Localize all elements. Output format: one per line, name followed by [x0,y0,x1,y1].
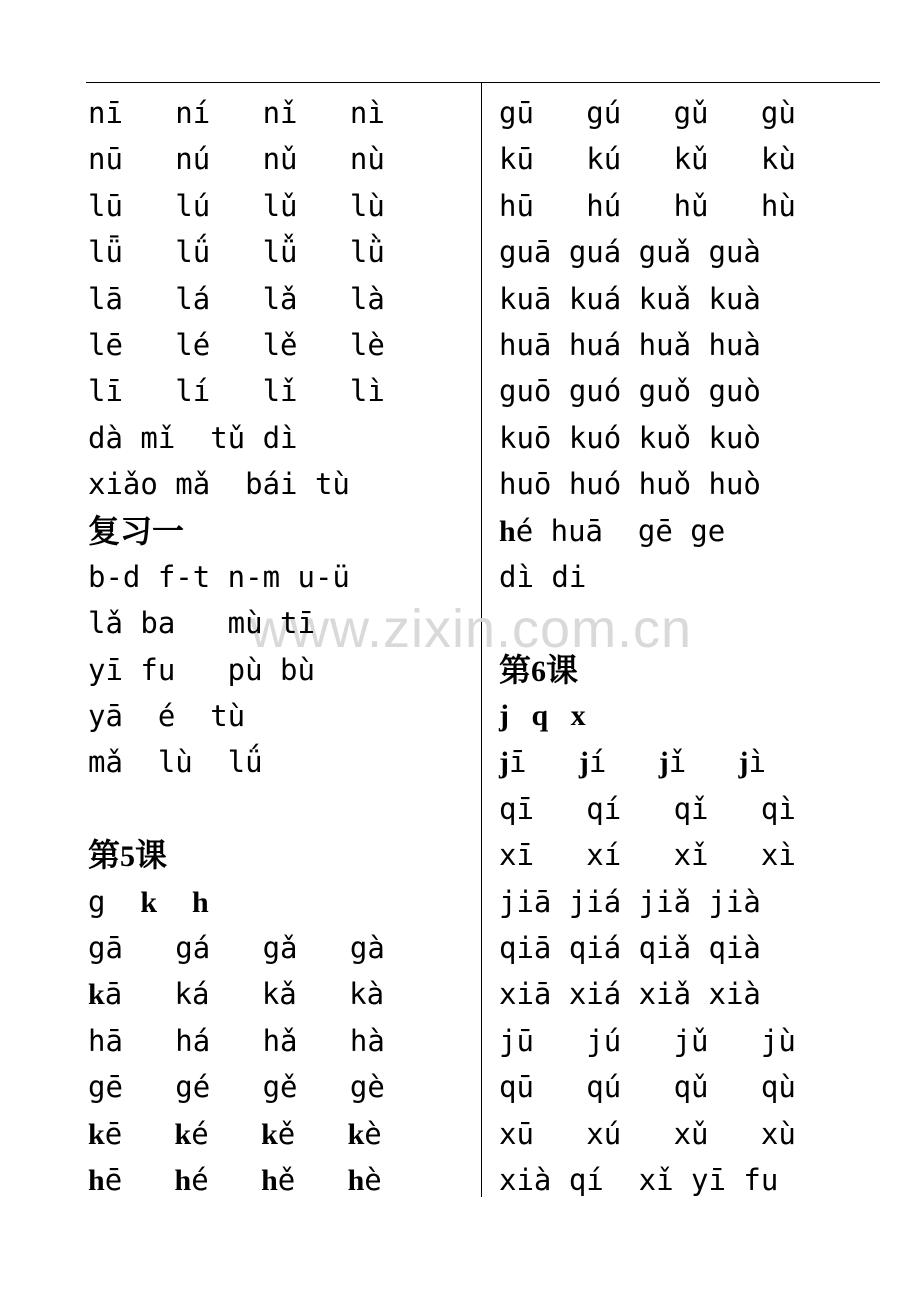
pinyin-rest: ā ká kǎ kà [104,977,385,1012]
lesson-prefix: 第 [499,650,532,689]
pinyin-rest: è [364,1116,382,1151]
bold-initial: h [499,514,516,548]
bold-initial: h [88,1163,105,1197]
pinyin-row: qū qú qǔ qù [499,1070,796,1105]
pinyin-row: yī fu pù bù [88,652,315,687]
pinyin-row: mǎ lù lǘ [88,745,263,780]
watermark: www.zixin.com.cn [250,599,693,659]
pinyin-row [88,1111,385,1157]
pinyin-row: nū nú nǔ nù [88,142,385,177]
review-title: 复习一 [88,511,185,550]
pinyin-rest: ě [277,1116,348,1151]
pinyin-row: jū jú jǔ jù [499,1023,796,1058]
pinyin-row: lī lí lǐ lì [88,374,385,409]
pinyin-rest: è [364,1162,382,1197]
blank-row [499,600,796,646]
initial-g: g [88,884,106,919]
lesson-number: 6 [531,654,547,688]
pinyin-rest: í [588,745,659,780]
bold-initial: j [658,746,669,780]
lesson-prefix: 第 [88,836,121,875]
lesson-suffix: 课 [135,836,168,875]
lesson-suffix: 课 [546,650,579,689]
bold-initial: j [499,746,509,780]
initial-h: h [192,885,209,919]
pinyin-rest: é huā gē ge [515,513,726,548]
left-column [88,90,385,1203]
pinyin-row [88,971,385,1017]
pinyin-row: qī qí qǐ qì [499,791,796,826]
pinyin-row [88,1157,385,1203]
bold-initial: j [738,746,749,780]
pinyin-rest: é [191,1162,262,1197]
right-column [499,90,796,1203]
pinyin-row: xiǎo mǎ bái tù [88,467,350,502]
blank-row [88,786,385,832]
pinyin-row: gā gá gǎ gà [88,931,385,966]
pinyin-row: xià qí xǐ yī fu [499,1162,779,1197]
pinyin-row: hā há hǎ hà [88,1023,385,1058]
pinyin-row: lē lé lě lè [88,327,385,362]
bold-initial: k [88,1117,105,1151]
pinyin-row: dì di [499,559,587,594]
pinyin-row: gū gú gǔ gù [499,96,796,130]
pinyin-rest: ē [104,1162,175,1197]
pinyin-row [499,508,796,554]
pinyin-row: gē gé gě gè [88,1070,385,1105]
pinyin-row: lā lá lǎ là [88,281,385,316]
bold-initial: k [261,1117,278,1151]
pinyin-rest: ǐ [668,745,739,780]
bold-initial: k [347,1117,365,1151]
initial-k: k [140,885,158,919]
pinyin-row: huā huá huǎ huà [499,327,761,362]
pinyin-row: kuō kuó kuǒ kuò [499,420,761,455]
pinyin-row: lǖ lǘ lǚ lǜ [88,235,385,270]
lesson-number: 5 [120,840,136,874]
pinyin-row [499,739,796,785]
pinyin-row: yā é tù [88,699,246,734]
pinyin-rest: ì [748,745,766,780]
bold-initial: j [578,746,589,780]
pinyin-row: kuā kuá kuǎ kuà [499,281,761,316]
pinyin-row: lū lú lǔ lù [88,188,385,223]
pinyin-rest: ī [509,745,579,780]
pinyin-row: qiā qiá qiǎ qià [499,931,761,966]
bold-initial: h [261,1163,278,1197]
pinyin-row: dà mǐ tǔ dì [88,420,298,455]
lesson-6-title [499,647,796,693]
bold-initial: h [174,1163,192,1197]
pinyin-rest: é [191,1116,262,1151]
pinyin-row: lǎ ba mù tī [88,606,315,641]
pinyin-row: xī xí xǐ xì [499,838,796,873]
pinyin-row: huō huó huǒ huò [499,467,761,502]
pinyin-row: nī ní nǐ nì [88,96,385,130]
top-rule [86,82,880,83]
pinyin-row: guā guá guǎ guà [499,235,761,270]
pinyin-rest: ě [277,1162,348,1197]
initials-row: j q x [499,699,586,733]
bold-initial: k [174,1117,192,1151]
pinyin-row: b-d f-t n-m u-ü [88,559,350,594]
lesson-5-title [88,832,385,878]
pinyin-row: hū hú hǔ hù [499,188,796,223]
pinyin-row: kū kú kǔ kù [499,142,796,177]
bold-initial: k [88,978,105,1012]
bold-initial: h [347,1163,365,1197]
pinyin-row: xū xú xǔ xù [499,1116,796,1151]
initials-row [88,879,385,925]
pinyin-row: xiā xiá xiǎ xià [499,977,761,1012]
pinyin-rest: ē [104,1116,175,1151]
pinyin-row: jiā jiá jiǎ jià [499,884,761,919]
pinyin-row: guō guó guǒ guò [499,374,761,409]
